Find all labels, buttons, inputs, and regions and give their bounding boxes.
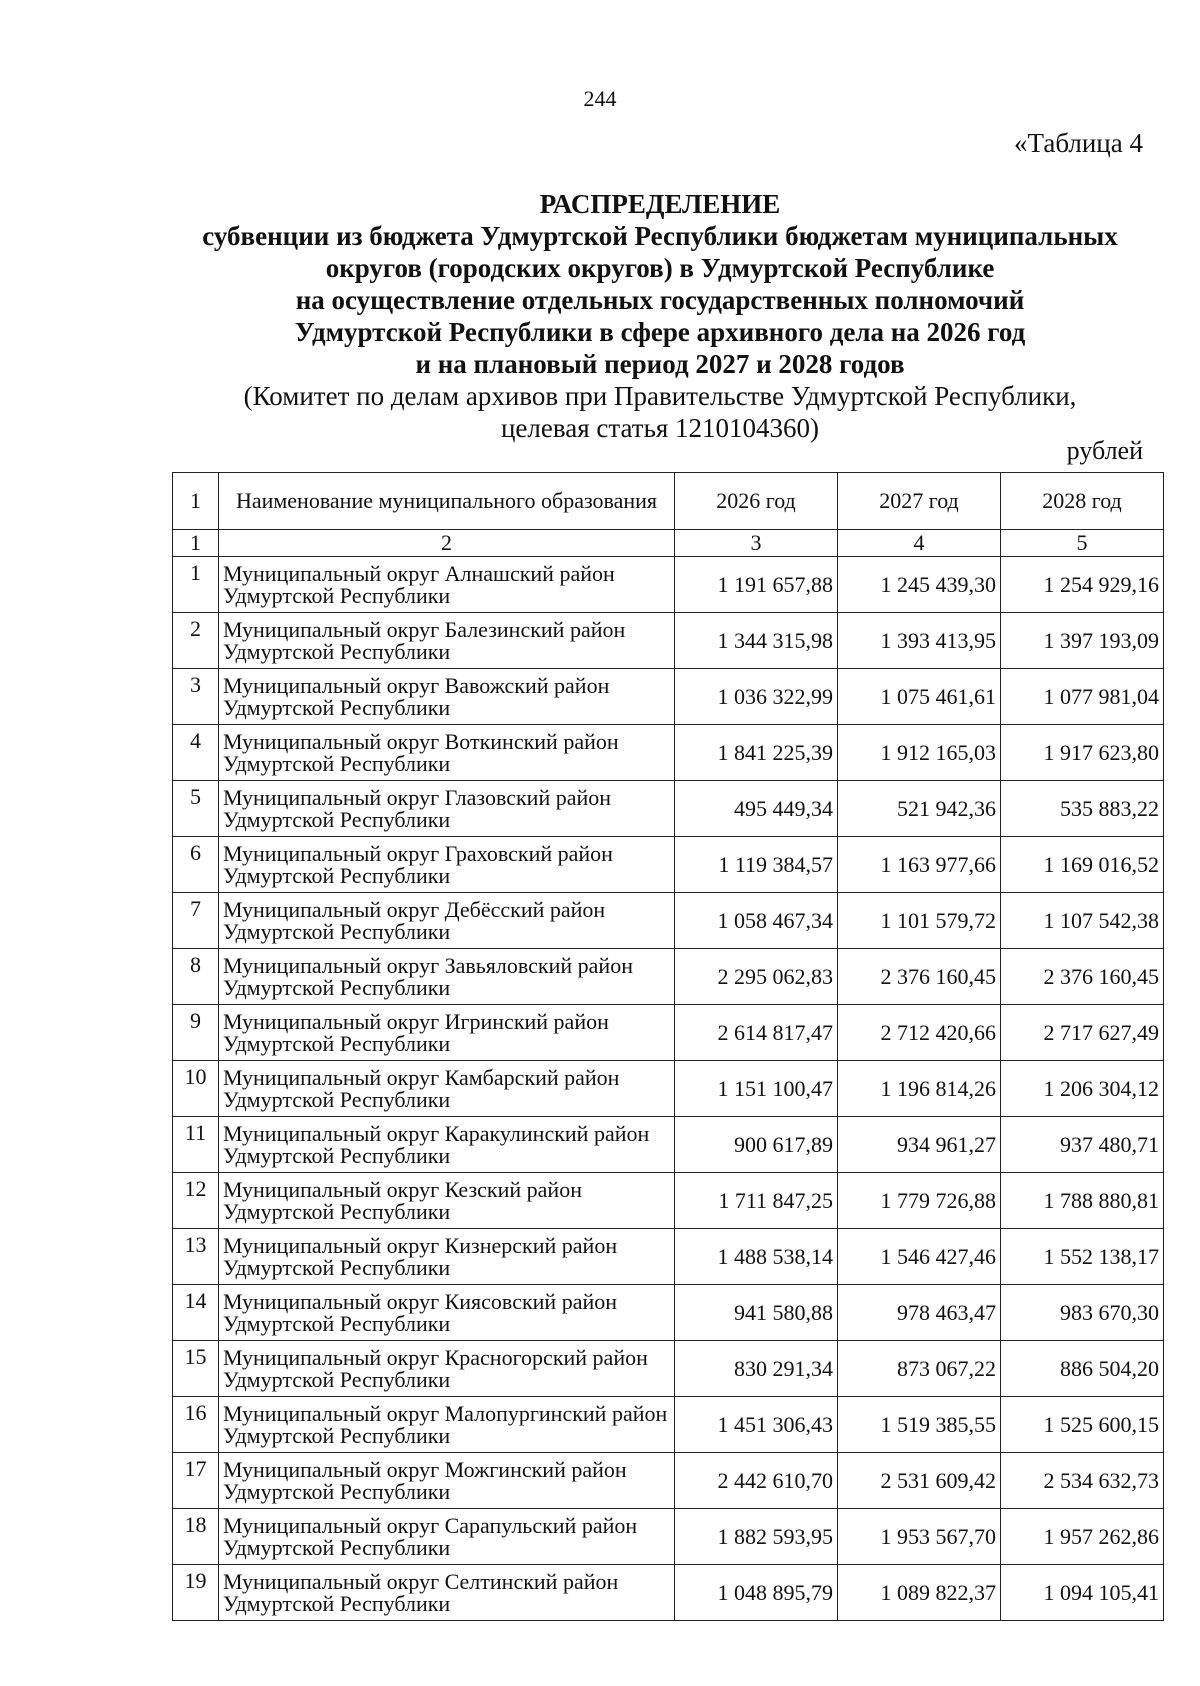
- amount-2027-cell: 873 067,22: [838, 1341, 1001, 1397]
- title-line: и на плановый период 2027 и 2028 годов: [415, 349, 905, 379]
- municipality-name-cell: Муниципальный округ Камбарский район Удмуртской Республики: [219, 1061, 675, 1117]
- table-row: [173, 1173, 1164, 1229]
- amount-2026-cell: 2 614 817,47: [675, 1005, 838, 1061]
- amount-2028-cell: 1 397 193,09: [1001, 613, 1164, 669]
- amount-2027-cell: 1 163 977,66: [838, 837, 1001, 893]
- header-cell-name: Наименование муниципального образования: [219, 473, 675, 530]
- row-number-cell: 16: [173, 1397, 219, 1453]
- amount-2026-cell: 1 451 306,43: [675, 1397, 838, 1453]
- table-row: [173, 1229, 1164, 1285]
- amount-2026-cell: 830 291,34: [675, 1341, 838, 1397]
- municipality-name-cell: Муниципальный округ Сарапульский район Удмуртской Республики: [219, 1509, 675, 1565]
- table-row: [173, 837, 1164, 893]
- table-row: [173, 949, 1164, 1005]
- municipality-name-cell: Муниципальный округ Киясовский район Удмуртской Республики: [219, 1285, 675, 1341]
- amount-2028-cell: 1 957 262,86: [1001, 1509, 1164, 1565]
- header-cell-2028: 2028 год: [1001, 473, 1164, 530]
- row-number-cell: 5: [173, 781, 219, 837]
- row-number-cell: 11: [173, 1117, 219, 1173]
- row-number-cell: 18: [173, 1509, 219, 1565]
- amount-2027-cell: 1 953 567,70: [838, 1509, 1001, 1565]
- table-row: [173, 669, 1164, 725]
- amount-2027-cell: 2 376 160,45: [838, 949, 1001, 1005]
- subtitle-line: (Комитет по делам архивов при Правительстве Удмуртской Республики,: [243, 381, 1077, 411]
- column-number-row: [173, 530, 1164, 557]
- table-row: [173, 557, 1164, 613]
- title-line: субвенции из бюджета Удмуртской Республики бюджетам муниципальных: [202, 221, 1118, 251]
- table-row: [173, 1117, 1164, 1173]
- amount-2027-cell: 1 912 165,03: [838, 725, 1001, 781]
- row-number-cell: 10: [173, 1061, 219, 1117]
- units-label: рублей: [1066, 436, 1143, 465]
- amount-2027-cell: 1 779 726,88: [838, 1173, 1001, 1229]
- column-number-cell: 1: [173, 530, 219, 557]
- amount-2027-cell: 521 942,36: [838, 781, 1001, 837]
- amount-2028-cell: 937 480,71: [1001, 1117, 1164, 1173]
- amount-2028-cell: 1 525 600,15: [1001, 1397, 1164, 1453]
- amount-2026-cell: 1 058 467,34: [675, 893, 838, 949]
- municipality-name-cell: Муниципальный округ Игринский район Удмуртской Республики: [219, 1005, 675, 1061]
- table-row: [173, 1453, 1164, 1509]
- amount-2026-cell: 1 882 593,95: [675, 1509, 838, 1565]
- header-cell-number: 1: [173, 473, 219, 530]
- table-row: [173, 725, 1164, 781]
- amount-2026-cell: 1 119 384,57: [675, 837, 838, 893]
- amount-2028-cell: 1 254 929,16: [1001, 557, 1164, 613]
- table-row: [173, 1565, 1164, 1621]
- row-number-cell: 3: [173, 669, 219, 725]
- column-number-cell: 4: [838, 530, 1001, 557]
- row-number-cell: 12: [173, 1173, 219, 1229]
- column-number-cell: 2: [219, 530, 675, 557]
- title-line: на осуществление отдельных государственных полномочий: [295, 285, 1025, 315]
- municipality-name-cell: Муниципальный округ Каракулинский район Удмуртской Республики: [219, 1117, 675, 1173]
- amount-2028-cell: 2 717 627,49: [1001, 1005, 1164, 1061]
- row-number-cell: 1: [173, 557, 219, 613]
- amount-2028-cell: 1 107 542,38: [1001, 893, 1164, 949]
- table-header-row: [173, 473, 1164, 530]
- table-row: [173, 1341, 1164, 1397]
- title-line: округов (городских округов) в Удмуртской Республике: [325, 253, 995, 283]
- amount-2028-cell: 1 206 304,12: [1001, 1061, 1164, 1117]
- amount-2028-cell: 1 788 880,81: [1001, 1173, 1164, 1229]
- amount-2026-cell: 1 151 100,47: [675, 1061, 838, 1117]
- amount-2028-cell: 886 504,20: [1001, 1341, 1164, 1397]
- table-row: [173, 1397, 1164, 1453]
- subtitle-line: целевая статья 1210104360): [500, 413, 820, 443]
- amount-2028-cell: 2 534 632,73: [1001, 1453, 1164, 1509]
- amount-2028-cell: 1 917 623,80: [1001, 725, 1164, 781]
- amount-2028-cell: 2 376 160,45: [1001, 949, 1164, 1005]
- amount-2027-cell: 1 393 413,95: [838, 613, 1001, 669]
- amount-2027-cell: 1 196 814,26: [838, 1061, 1001, 1117]
- amount-2026-cell: 900 617,89: [675, 1117, 838, 1173]
- amount-2026-cell: 2 442 610,70: [675, 1453, 838, 1509]
- amount-2027-cell: 1 101 579,72: [838, 893, 1001, 949]
- amount-2026-cell: 941 580,88: [675, 1285, 838, 1341]
- distribution-table: [172, 472, 1164, 1621]
- row-number-cell: 15: [173, 1341, 219, 1397]
- title-line: Удмуртской Республики в сфере архивного дела на 2026 год: [294, 317, 1026, 347]
- column-number-cell: 5: [1001, 530, 1164, 557]
- column-number-cell: 3: [675, 530, 838, 557]
- municipality-name-cell: Муниципальный округ Граховский район Удмуртской Республики: [219, 837, 675, 893]
- amount-2028-cell: 535 883,22: [1001, 781, 1164, 837]
- title-block: [140, 188, 1180, 444]
- municipality-name-cell: Муниципальный округ Дебёсский район Удмуртской Республики: [219, 893, 675, 949]
- amount-2027-cell: 1 245 439,30: [838, 557, 1001, 613]
- table-row: [173, 1509, 1164, 1565]
- header-cell-2027: 2027 год: [838, 473, 1001, 530]
- document-title: РАСПРЕДЕЛЕНИЕ: [539, 189, 781, 219]
- table-body: [173, 473, 1164, 1621]
- amount-2027-cell: 1 089 822,37: [838, 1565, 1001, 1621]
- table-row: [173, 1061, 1164, 1117]
- municipality-name-cell: Муниципальный округ Воткинский район Удмуртской Республики: [219, 725, 675, 781]
- row-number-cell: 19: [173, 1565, 219, 1621]
- amount-2027-cell: 2 531 609,42: [838, 1453, 1001, 1509]
- amount-2028-cell: 1 552 138,17: [1001, 1229, 1164, 1285]
- row-number-cell: 17: [173, 1453, 219, 1509]
- amount-2026-cell: 1 711 847,25: [675, 1173, 838, 1229]
- municipality-name-cell: Муниципальный округ Завьяловский район Удмуртской Республики: [219, 949, 675, 1005]
- amount-2026-cell: 495 449,34: [675, 781, 838, 837]
- municipality-name-cell: Муниципальный округ Селтинский район Удмуртской Республики: [219, 1565, 675, 1621]
- amount-2026-cell: 1 191 657,88: [675, 557, 838, 613]
- municipality-name-cell: Муниципальный округ Красногорский район Удмуртской Республики: [219, 1341, 675, 1397]
- amount-2027-cell: 1 546 427,46: [838, 1229, 1001, 1285]
- row-number-cell: 9: [173, 1005, 219, 1061]
- row-number-cell: 2: [173, 613, 219, 669]
- row-number-cell: 7: [173, 893, 219, 949]
- amount-2028-cell: 1 077 981,04: [1001, 669, 1164, 725]
- row-number-cell: 8: [173, 949, 219, 1005]
- municipality-name-cell: Муниципальный округ Глазовский район Удмуртской Республики: [219, 781, 675, 837]
- header-cell-2026: 2026 год: [675, 473, 838, 530]
- table-row: [173, 1005, 1164, 1061]
- amount-2027-cell: 934 961,27: [838, 1117, 1001, 1173]
- amount-2028-cell: 1 169 016,52: [1001, 837, 1164, 893]
- municipality-name-cell: Муниципальный округ Кезский район Удмуртской Республики: [219, 1173, 675, 1229]
- municipality-name-cell: Муниципальный округ Можгинский район Удмуртской Республики: [219, 1453, 675, 1509]
- amount-2028-cell: 983 670,30: [1001, 1285, 1164, 1341]
- municipality-name-cell: Муниципальный округ Балезинский район Удмуртской Республики: [219, 613, 675, 669]
- amount-2026-cell: 1 488 538,14: [675, 1229, 838, 1285]
- amount-2027-cell: 2 712 420,66: [838, 1005, 1001, 1061]
- table-row: [173, 1285, 1164, 1341]
- amount-2027-cell: 1 075 461,61: [838, 669, 1001, 725]
- amount-2028-cell: 1 094 105,41: [1001, 1565, 1164, 1621]
- row-number-cell: 14: [173, 1285, 219, 1341]
- municipality-name-cell: Муниципальный округ Вавожский район Удмуртской Республики: [219, 669, 675, 725]
- municipality-name-cell: Муниципальный округ Алнашский район Удмуртской Республики: [219, 557, 675, 613]
- amount-2026-cell: 2 295 062,83: [675, 949, 838, 1005]
- page-number: 244: [583, 86, 617, 111]
- municipality-name-cell: Муниципальный округ Малопургинский район Удмуртской Республики: [219, 1397, 675, 1453]
- amount-2027-cell: 1 519 385,55: [838, 1397, 1001, 1453]
- table-label: «Таблица 4: [1014, 128, 1143, 158]
- row-number-cell: 6: [173, 837, 219, 893]
- table-row: [173, 781, 1164, 837]
- amount-2026-cell: 1 841 225,39: [675, 725, 838, 781]
- row-number-cell: 13: [173, 1229, 219, 1285]
- amount-2026-cell: 1 344 315,98: [675, 613, 838, 669]
- row-number-cell: 4: [173, 725, 219, 781]
- amount-2026-cell: 1 048 895,79: [675, 1565, 838, 1621]
- amount-2026-cell: 1 036 322,99: [675, 669, 838, 725]
- amount-2027-cell: 978 463,47: [838, 1285, 1001, 1341]
- table-row: [173, 893, 1164, 949]
- municipality-name-cell: Муниципальный округ Кизнерский район Удмуртской Республики: [219, 1229, 675, 1285]
- table-row: [173, 613, 1164, 669]
